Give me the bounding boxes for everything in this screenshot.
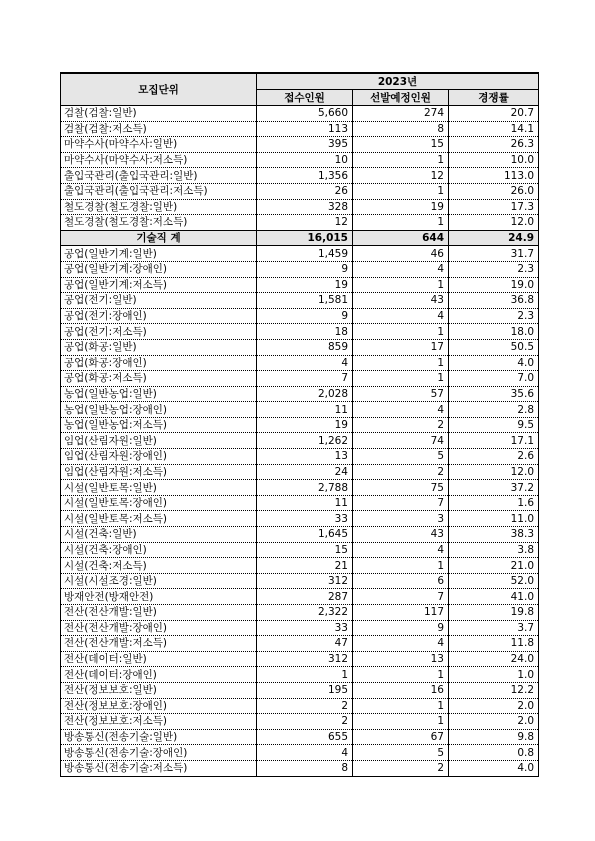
- planned-cell: 4: [353, 636, 449, 652]
- planned-cell: 4: [353, 308, 449, 324]
- planned-cell: 2: [353, 464, 449, 480]
- row-name-cell: 농업(일반농업:저소득): [61, 417, 257, 433]
- applicants-cell: 1,262: [257, 433, 353, 449]
- applicants-cell: 287: [257, 589, 353, 605]
- row-name-cell: 시설(일반토목:저소득): [61, 511, 257, 527]
- rate-cell: 4.0: [449, 355, 539, 371]
- applicants-cell: 195: [257, 682, 353, 698]
- planned-cell: 57: [353, 386, 449, 402]
- planned-cell: 117: [353, 605, 449, 621]
- applicants-cell: 859: [257, 339, 353, 355]
- rate-cell: 9.5: [449, 417, 539, 433]
- applicants-cell: 2,028: [257, 386, 353, 402]
- applicants-cell: 1,581: [257, 293, 353, 309]
- rate-cell: 2.3: [449, 261, 539, 277]
- rate-cell: 35.6: [449, 386, 539, 402]
- row-name-cell: 공업(화공:저소득): [61, 371, 257, 387]
- applicants-cell: 16,015: [257, 230, 353, 246]
- planned-cell: 7: [353, 589, 449, 605]
- planned-cell: 2: [353, 417, 449, 433]
- table-row: [61, 667, 539, 683]
- rate-cell: 24.0: [449, 651, 539, 667]
- rate-cell: 11.8: [449, 636, 539, 652]
- planned-cell: 16: [353, 682, 449, 698]
- row-name-cell: 방송통신(전송기술:저소득): [61, 760, 257, 776]
- row-name-cell: 공업(전기:장애인): [61, 308, 257, 324]
- row-name-cell: 철도경찰(철도경찰:일반): [61, 199, 257, 215]
- planned-cell: 1: [353, 183, 449, 199]
- applicants-cell: 19: [257, 277, 353, 293]
- row-name-cell: 방송통신(전송기술:일반): [61, 729, 257, 745]
- table-row: [61, 745, 539, 761]
- rate-cell: 26.3: [449, 137, 539, 153]
- table-row: [61, 542, 539, 558]
- table-body: [61, 106, 539, 777]
- planned-cell: 5: [353, 449, 449, 465]
- table-row: [61, 511, 539, 527]
- applicants-cell: 2: [257, 714, 353, 730]
- planned-cell: 13: [353, 651, 449, 667]
- row-name-cell: 기술직 계: [61, 230, 257, 246]
- row-name-cell: 임업(산림자원:일반): [61, 433, 257, 449]
- table-row: [61, 714, 539, 730]
- planned-cell: 75: [353, 480, 449, 496]
- table-row: [61, 277, 539, 293]
- applicants-cell: 9: [257, 261, 353, 277]
- rate-cell: 50.5: [449, 339, 539, 355]
- row-name-cell: 전산(전산개발:장애인): [61, 620, 257, 636]
- table-row: [61, 417, 539, 433]
- planned-cell: 74: [353, 433, 449, 449]
- rate-cell: 24.9: [449, 230, 539, 246]
- row-name-cell: 전산(정보보호:일반): [61, 682, 257, 698]
- row-name-cell: 출입국관리(출입국관리:일반): [61, 168, 257, 184]
- table-row: [61, 293, 539, 309]
- rate-cell: 37.2: [449, 480, 539, 496]
- applicants-cell: 47: [257, 636, 353, 652]
- rate-cell: 2.6: [449, 449, 539, 465]
- planned-cell: 5: [353, 745, 449, 761]
- table-header: [61, 73, 539, 106]
- subtotal-row: [61, 230, 539, 246]
- row-name-cell: 전산(데이터:일반): [61, 651, 257, 667]
- rate-cell: 17.3: [449, 199, 539, 215]
- planned-cell: 1: [353, 714, 449, 730]
- rate-cell: 19.8: [449, 605, 539, 621]
- planned-cell: 1: [353, 667, 449, 683]
- row-name-cell: 시설(건축:장애인): [61, 542, 257, 558]
- row-name-cell: 시설(일반토목:일반): [61, 480, 257, 496]
- rate-cell: 1.0: [449, 667, 539, 683]
- applicants-cell: 5,660: [257, 106, 353, 122]
- applicants-cell: 24: [257, 464, 353, 480]
- planned-cell: 4: [353, 261, 449, 277]
- table-row: [61, 558, 539, 574]
- planned-cell: 17: [353, 339, 449, 355]
- rate-cell: 11.0: [449, 511, 539, 527]
- planned-cell: 2: [353, 760, 449, 776]
- planned-cell: 4: [353, 542, 449, 558]
- table-row: [61, 480, 539, 496]
- planned-cell: 8: [353, 121, 449, 137]
- table-row: [61, 137, 539, 153]
- rate-cell: 31.7: [449, 246, 539, 262]
- rate-cell: 0.8: [449, 745, 539, 761]
- rate-cell: 2.3: [449, 308, 539, 324]
- row-name-cell: 농업(일반농업:일반): [61, 386, 257, 402]
- table-row: [61, 402, 539, 418]
- rate-cell: 12.2: [449, 682, 539, 698]
- row-name-cell: 전산(정보보호:장애인): [61, 698, 257, 714]
- planned-cell: 19: [353, 199, 449, 215]
- applicants-cell: 33: [257, 511, 353, 527]
- applicants-cell: 21: [257, 558, 353, 574]
- applicants-cell: 26: [257, 183, 353, 199]
- planned-cell: 1: [353, 355, 449, 371]
- rate-cell: 12.0: [449, 215, 539, 231]
- table-row: [61, 106, 539, 122]
- header-unit: 모집단위: [61, 73, 257, 106]
- rate-cell: 3.7: [449, 620, 539, 636]
- row-name-cell: 검찰(검찰:일반): [61, 106, 257, 122]
- planned-cell: 1: [353, 371, 449, 387]
- row-name-cell: 시설(건축:저소득): [61, 558, 257, 574]
- row-name-cell: 출입국관리(출입국관리:저소득): [61, 183, 257, 199]
- planned-cell: 15: [353, 137, 449, 153]
- row-name-cell: 공업(전기:저소득): [61, 324, 257, 340]
- planned-cell: 46: [353, 246, 449, 262]
- applicants-cell: 11: [257, 495, 353, 511]
- planned-cell: 4: [353, 402, 449, 418]
- applicants-cell: 655: [257, 729, 353, 745]
- row-name-cell: 시설(시설조경:일반): [61, 573, 257, 589]
- planned-cell: 274: [353, 106, 449, 122]
- rate-cell: 10.0: [449, 152, 539, 168]
- applicants-cell: 1,645: [257, 527, 353, 543]
- table-row: [61, 698, 539, 714]
- rate-cell: 113.0: [449, 168, 539, 184]
- row-name-cell: 공업(일반기계:저소득): [61, 277, 257, 293]
- row-name-cell: 방재안전(방재안전): [61, 589, 257, 605]
- planned-cell: 1: [353, 215, 449, 231]
- table-row: [61, 386, 539, 402]
- table-row: [61, 355, 539, 371]
- row-name-cell: 공업(화공:장애인): [61, 355, 257, 371]
- table-row: [61, 464, 539, 480]
- applicants-cell: 19: [257, 417, 353, 433]
- row-name-cell: 전산(전산개발:일반): [61, 605, 257, 621]
- planned-cell: 1: [353, 152, 449, 168]
- planned-cell: 9: [353, 620, 449, 636]
- row-name-cell: 마약수사(마약수사:일반): [61, 137, 257, 153]
- table-row: [61, 183, 539, 199]
- table-row: [61, 152, 539, 168]
- table-row: [61, 527, 539, 543]
- planned-cell: 12: [353, 168, 449, 184]
- rate-cell: 14.1: [449, 121, 539, 137]
- rate-cell: 38.3: [449, 527, 539, 543]
- table-row: [61, 215, 539, 231]
- applicants-cell: 2,788: [257, 480, 353, 496]
- table-row: [61, 449, 539, 465]
- header-year: 2023년: [257, 73, 539, 90]
- planned-cell: 1: [353, 558, 449, 574]
- table-row: [61, 371, 539, 387]
- table-row: [61, 308, 539, 324]
- row-name-cell: 마약수사(마약수사:저소득): [61, 152, 257, 168]
- rate-cell: 20.7: [449, 106, 539, 122]
- table-row: [61, 246, 539, 262]
- rate-cell: 36.8: [449, 293, 539, 309]
- table-row: [61, 324, 539, 340]
- rate-cell: 9.8: [449, 729, 539, 745]
- planned-cell: 67: [353, 729, 449, 745]
- rate-cell: 4.0: [449, 760, 539, 776]
- row-name-cell: 시설(건축:일반): [61, 527, 257, 543]
- table-row: [61, 261, 539, 277]
- table-row: [61, 760, 539, 776]
- planned-cell: 7: [353, 495, 449, 511]
- applicants-cell: 12: [257, 215, 353, 231]
- applicants-cell: 10: [257, 152, 353, 168]
- planned-cell: 43: [353, 527, 449, 543]
- planned-cell: 3: [353, 511, 449, 527]
- rate-cell: 19.0: [449, 277, 539, 293]
- planned-cell: 1: [353, 698, 449, 714]
- applicants-cell: 1: [257, 667, 353, 683]
- header-rate: 경쟁률: [449, 90, 539, 106]
- applicants-cell: 11: [257, 402, 353, 418]
- table-row: [61, 339, 539, 355]
- table-row: [61, 573, 539, 589]
- planned-cell: 1: [353, 324, 449, 340]
- rate-cell: 2.8: [449, 402, 539, 418]
- table-row: [61, 433, 539, 449]
- row-name-cell: 전산(데이터:장애인): [61, 667, 257, 683]
- row-name-cell: 임업(산림자원:저소득): [61, 464, 257, 480]
- rate-cell: 12.0: [449, 464, 539, 480]
- row-name-cell: 공업(일반기계:일반): [61, 246, 257, 262]
- header-planned: 선발예정인원: [353, 90, 449, 106]
- rate-cell: 41.0: [449, 589, 539, 605]
- rate-cell: 2.0: [449, 698, 539, 714]
- table-row: [61, 168, 539, 184]
- planned-cell: 644: [353, 230, 449, 246]
- applicants-cell: 1,459: [257, 246, 353, 262]
- table-row: [61, 651, 539, 667]
- row-name-cell: 전산(전산개발:저소득): [61, 636, 257, 652]
- applicants-cell: 1,356: [257, 168, 353, 184]
- applicants-cell: 312: [257, 573, 353, 589]
- applicants-cell: 4: [257, 745, 353, 761]
- table-row: [61, 589, 539, 605]
- applicants-cell: 312: [257, 651, 353, 667]
- applicants-cell: 33: [257, 620, 353, 636]
- rate-cell: 1.6: [449, 495, 539, 511]
- row-name-cell: 임업(산림자원:장애인): [61, 449, 257, 465]
- applicants-cell: 8: [257, 760, 353, 776]
- applicants-cell: 395: [257, 137, 353, 153]
- recruitment-table: [60, 72, 539, 777]
- table-row: [61, 636, 539, 652]
- rate-cell: 17.1: [449, 433, 539, 449]
- row-name-cell: 공업(전기:일반): [61, 293, 257, 309]
- applicants-cell: 4: [257, 355, 353, 371]
- applicants-cell: 2: [257, 698, 353, 714]
- header-applicants: 접수인원: [257, 90, 353, 106]
- rate-cell: 2.0: [449, 714, 539, 730]
- row-name-cell: 농업(일반농업:장애인): [61, 402, 257, 418]
- planned-cell: 1: [353, 277, 449, 293]
- applicants-cell: 7: [257, 371, 353, 387]
- table-row: [61, 729, 539, 745]
- table-row: [61, 620, 539, 636]
- row-name-cell: 시설(일반토목:장애인): [61, 495, 257, 511]
- row-name-cell: 철도경찰(철도경찰:저소득): [61, 215, 257, 231]
- table-row: [61, 121, 539, 137]
- planned-cell: 43: [353, 293, 449, 309]
- row-name-cell: 방송통신(전송기술:장애인): [61, 745, 257, 761]
- rate-cell: 7.0: [449, 371, 539, 387]
- applicants-cell: 113: [257, 121, 353, 137]
- row-name-cell: 전산(정보보호:저소득): [61, 714, 257, 730]
- rate-cell: 18.0: [449, 324, 539, 340]
- applicants-cell: 328: [257, 199, 353, 215]
- applicants-cell: 2,322: [257, 605, 353, 621]
- rate-cell: 52.0: [449, 573, 539, 589]
- rate-cell: 3.8: [449, 542, 539, 558]
- row-name-cell: 공업(일반기계:장애인): [61, 261, 257, 277]
- planned-cell: 6: [353, 573, 449, 589]
- row-name-cell: 검찰(검찰:저소득): [61, 121, 257, 137]
- table-row: [61, 495, 539, 511]
- applicants-cell: 15: [257, 542, 353, 558]
- table-row: [61, 199, 539, 215]
- rate-cell: 26.0: [449, 183, 539, 199]
- rate-cell: 21.0: [449, 558, 539, 574]
- applicants-cell: 18: [257, 324, 353, 340]
- row-name-cell: 공업(화공:일반): [61, 339, 257, 355]
- table-row: [61, 682, 539, 698]
- applicants-cell: 9: [257, 308, 353, 324]
- table-row: [61, 605, 539, 621]
- applicants-cell: 13: [257, 449, 353, 465]
